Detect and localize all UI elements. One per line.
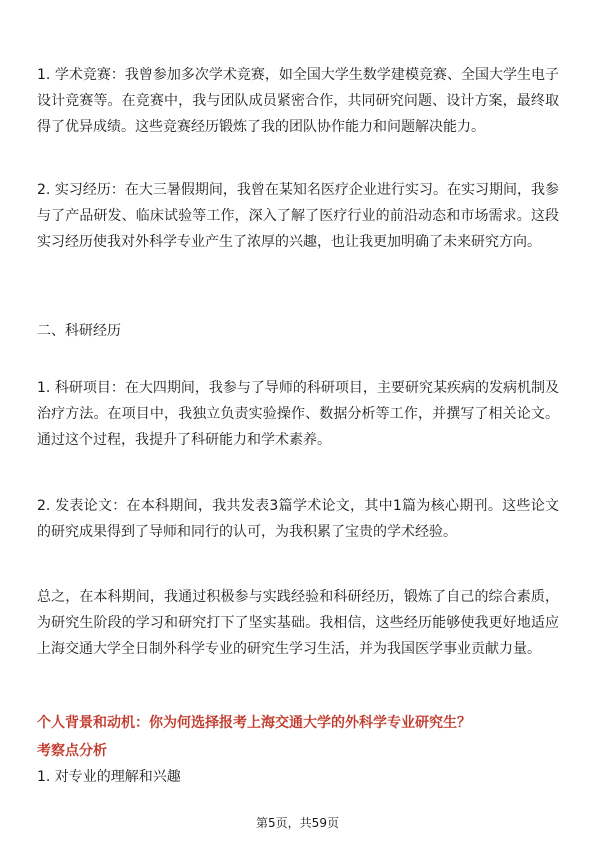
paragraph-research-project: 1. 科研项目：在大四期间，我参与了导师的科研项目，主要研究某疾病的发病机制及治疗方法。在项目中，我独立负责实验操作、数据分析等工作，并撰写了相关论文。通过这个过程，我提升了科研能力和学术素养。: [37, 380, 559, 448]
question-title: 个人背景和动机：你为何选择报考上海交通大学的外科学专业研究生？: [37, 715, 471, 731]
section-heading-research: 二、科研经历: [37, 323, 121, 339]
paragraph-academic-competition: 1. 学术竞赛：我曾参加多次学术竞赛，如全国大学生数学建模竞赛、全国大学生电子设计竞赛等。在竞赛中，我与团队成员紧密合作，共同研究问题、设计方案，最终取得了优异成绩。这些竞赛经历锻炼了我的团队协作能力和问题解决能力。: [37, 67, 559, 135]
paragraph-internship: 2. 实习经历：在大三暑假期间，我曾在某知名医疗企业进行实习。在实习期间，我参与了产品研发、临床试验等工作，深入了解了医疗行业的前沿动态和市场需求。这段实习经历使我对外科学专业产生了浓厚的兴趣，也让我更加明确了未来研究方向。: [37, 182, 559, 250]
page-number: 第5页，共59页: [256, 816, 339, 830]
paragraph-publications: 2. 发表论文：在本科期间，我共发表3篇学术论文，其中1篇为核心期刊。这些论文的研究成果得到了导师和同行的认可，为我积累了宝贵的学术经验。: [37, 498, 559, 540]
analysis-label: 考察点分析: [37, 743, 107, 759]
paragraph-summary: 总之，在本科期间，我通过积极参与实践经验和科研经历，锻炼了自己的综合素质，为研究生阶段的学习和研究打下了坚实基础。我相信，这些经历能够使我更好地适应上海交通大学全日制外科学专业的研究生学习生活，并为我国医学事业贡献力量。: [37, 589, 559, 657]
analysis-point-1: 1. 对专业的理解和兴趣: [37, 769, 181, 785]
